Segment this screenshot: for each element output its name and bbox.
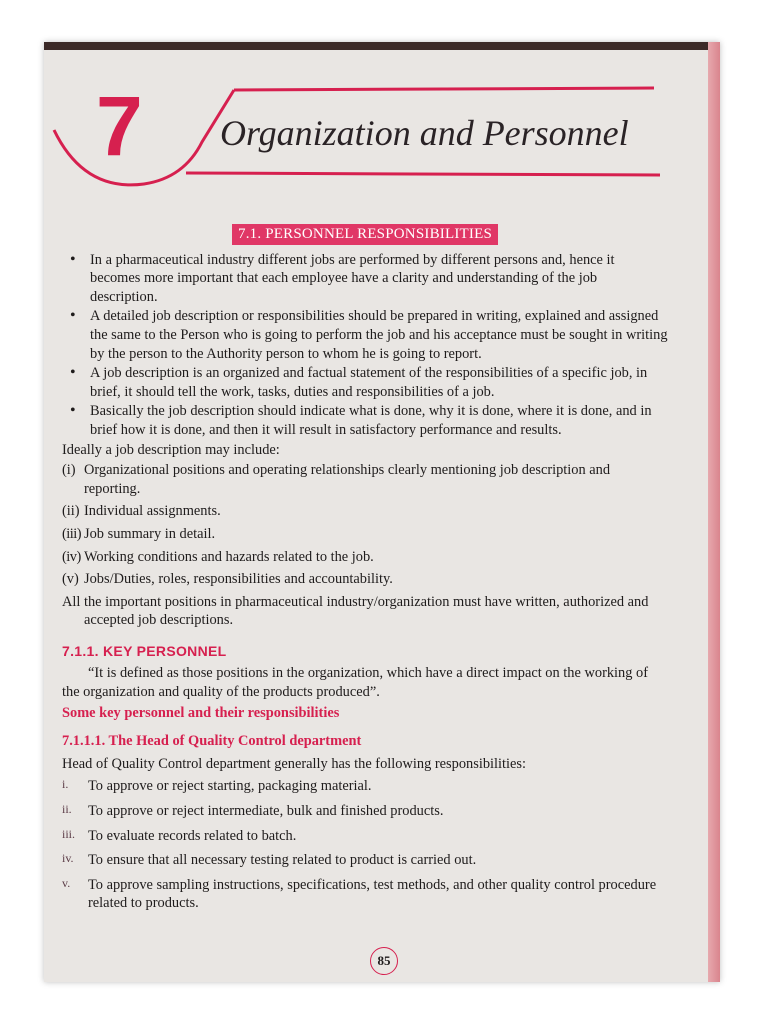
list-item-number: (v) [62,571,79,588]
qc-responsibilities-list [62,777,668,913]
chapter-title: Organization and Personnel [220,113,629,153]
job-description-closing: All the important positions in pharmaceutical industry/organization must have written, authorized and accepted job descriptions. [62,593,649,629]
chapter-swoosh [54,90,234,185]
list-item [62,525,668,544]
title-bottom-rule [186,173,660,175]
list-item [62,570,668,589]
list-item-number: iii. [62,826,76,841]
bullet-item: • Basically the job description should indicate what is done, why it is done, where it is done, and in brief how it is done, and then it will result in satisfactory performance and results. [62,402,668,439]
page-body [62,224,668,919]
list-item-text: To approve or reject starting, packaging material. [88,778,372,795]
chapter-number: 7 [96,79,143,173]
list-item [62,827,668,846]
page-number: 85 [370,947,398,975]
list-item-number: (ii) [62,503,80,520]
key-personnel-definition: “It is defined as those positions in the organization, which have a direct impact on the working of the organization and quality of the products produced”. [62,665,649,701]
section-heading: 7.1. PERSONNEL RESPONSIBILITIES [232,224,498,245]
list-item [62,461,668,498]
book-page [44,42,720,982]
list-item-text: To approve sampling instructions, specifications, test methods, and other quality control procedure related to products. [88,876,657,912]
qc-head-intro: Head of Quality Control department generally has the following responsibilities: [62,755,526,772]
key-personnel-heading: 7.1.1. KEY PERSONNEL [62,642,227,659]
list-item-number: v. [62,875,71,890]
list-item-number: iv. [62,851,74,866]
qc-head-heading: 7.1.1.1. The Head of Quality Control department [62,733,362,750]
title-top-rule [234,88,654,90]
bullet-item: • A detailed job description or responsibilities should be prepared in writing, explained and assigned the same to the Person who is going to perform the job and his acceptance must be sought in writing by the person to the Authority person to whom he is going to report. [62,307,668,363]
list-item-number: (i) [62,462,76,479]
list-item-text: To ensure that all necessary testing related to product is carried out. [88,852,477,869]
list-item-number: i. [62,777,69,792]
list-item [62,548,668,567]
bullet-item: • A job description is an organized and factual statement of the responsibilities of a specific job, in brief, it should tell the work, tasks, duties and responsibilities of a job. [62,364,668,401]
list-item-text: Jobs/Duties, roles, responsibilities and accountability. [84,571,393,588]
list-item [62,777,668,796]
list-item [62,802,668,821]
list-item-text: Organizational positions and operating relationships clearly mentioning job description and reporting. [84,462,611,497]
list-item [62,502,668,521]
list-item-number: (iii) [62,525,82,542]
list-item-text: Working conditions and hazards related to the job. [84,548,374,565]
list-item-text: To evaluate records related to batch. [88,827,297,844]
list-item-number: (iv) [62,548,81,565]
list-item-text: Job summary in detail. [84,525,216,542]
list-item-number: ii. [62,802,72,817]
job-description-intro: Ideally a job description may include: [62,441,280,458]
key-personnel-subheading: Some key personnel and their responsibilities [62,704,340,721]
bullet-item: • In a pharmaceutical industry different jobs are performed by different persons and, hence it becomes more important that each employee have a clarity and understanding of the job description. [62,251,668,307]
responsibility-bullets [62,251,668,440]
job-description-list [62,461,668,589]
list-item-text: Individual assignments. [84,503,221,520]
list-item [62,851,668,870]
list-item [62,876,668,913]
list-item-text: To approve or reject intermediate, bulk and finished products. [88,803,444,820]
